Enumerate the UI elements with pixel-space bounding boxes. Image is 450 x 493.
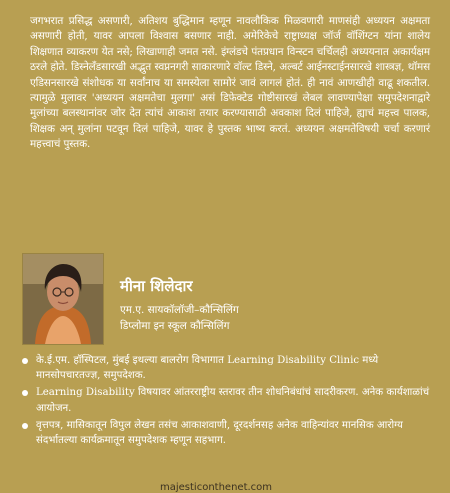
credential-text: के.ई.एम. हॉस्पिटल, मुंबई इथल्या बालरोग विभागात Learning Disability Clinic मध्ये मानसोपचारतज्ज्ञ, समुपदेशक. [36, 355, 379, 382]
author-diploma: डिप्लोमा इन स्कूल कौन्सिलिंग [120, 320, 230, 332]
author-portrait-image [23, 254, 103, 344]
author-credentials-list [20, 353, 432, 450]
credential-text: Learning Disability विषयावर आंतरराष्ट्रीय स्तरावर तीन शोधनिबंधांचं सादरीकरण. अनेक कार्यशाळांचं आयोजन. [36, 387, 430, 414]
author-photo [22, 253, 104, 345]
author-name: मीना शिलेदार [120, 277, 193, 295]
back-cover-blurb: जगभरात प्रसिद्ध असणारी, अतिशय बुद्धिमान म्हणून नावलौकिक मिळवणारी माणसंही अध्ययन अक्षमता असणारी होती, यावर आपला विश्वास बसणार नाही. अमेरिकेचे राष्ट्राध्यक्ष जॉर्ज वॉशिंग्टन यांना शालेय शिक्षणात व्याकरण येत नसे; लिखाणाही जमत नसे. इंग्लंडचे पंतप्रधान विन्स्टन चर्चिलही अध्ययनात अकार्यक्षम ठरले होते. डिस्नेलँडसारखी अद्भुत स्वप्ननगरी साकारणारे वॉल्ट डिस्ने, अल्बर्ट आईनस्टाईनसारखे शास्त्रज्ञ, थॉमस एडिसनसारखे संशोधक या सर्वांनाच या समस्येला सामोरं जावं लागलं होतं. ही नावं आणखीही वाढू शकतील. त्यामुळे मुलावर 'अध्ययन अक्षमतेचा मुलगा' असं डिफेक्टेड गोष्टीसारखं लेबल लावण्यापेक्षा समुपदेशनाद्वारे मुलांच्या बलस्थानांवर जोर देत त्यांचं आकाश तयार करण्यासाठी अवकाश दिलं पाहिजे, ह्याचं महत्त्व पालक, शिक्षक अन् मुलांना पटवून दिलं पाहिजे, यावर हे पुस्तक भाष्य करतं. अध्ययन अक्षमतेविषयी चर्चा करणारं महत्त्वाचं पुस्तक. [30, 15, 430, 151]
credential-item [20, 353, 432, 383]
bullet-icon [22, 390, 28, 396]
credential-item [20, 418, 432, 448]
bullet-icon [22, 423, 28, 429]
watermark: majesticonthenet.com [160, 482, 273, 493]
credential-text: वृत्तपत्र, मासिकातून विपुल लेखन तसंच आकाशवाणी, दूरदर्शनसह अनेक वाहिन्यांवर मानसिक आरोग्य संदर्भातल्या कार्यक्रमातून समुपदेशक म्हणून सहभाग. [36, 419, 403, 447]
credential-item [20, 385, 432, 415]
bullet-icon [22, 358, 28, 364]
author-qualification: एम.ए. सायकॉलॉजी–कौन्सिलिंग [120, 304, 239, 316]
